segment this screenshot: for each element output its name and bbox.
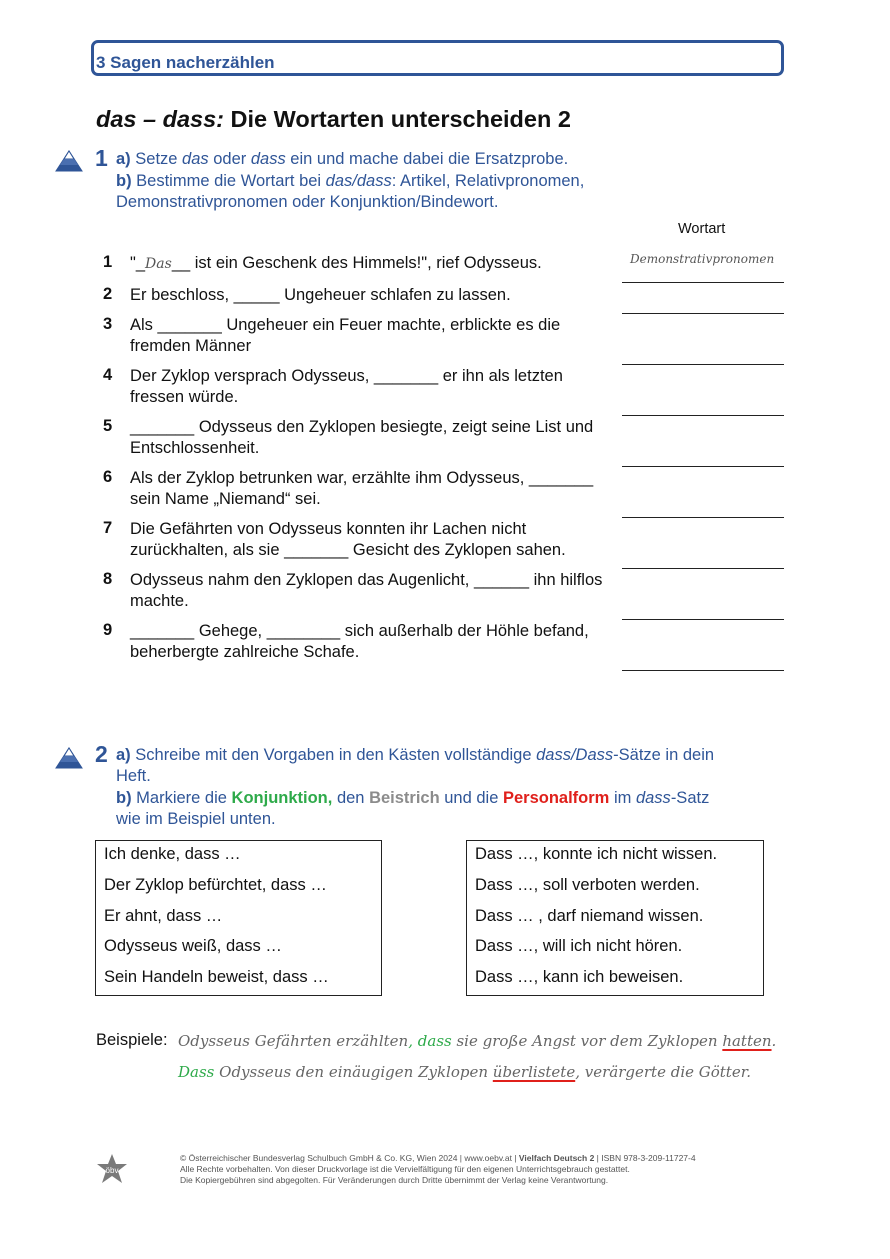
footer-text: © Österreichischer Bundesverlag Schulbuch GmbH & Co. KG, Wien 2024 | www.oebv.at |	[180, 1153, 519, 1163]
answer-line[interactable]	[622, 568, 784, 569]
task1-a-label: a)	[116, 150, 131, 168]
item-text-part: __ ist ein Geschenk des Himmels!", rief Odysseus.	[171, 254, 542, 272]
instruction-italic: das	[182, 150, 209, 168]
item-number: 5	[103, 417, 113, 435]
item-text: Die Gefährten von Odysseus konnten ihr Lachen nicht zurückhalten, als sie _______ Gesicht des Zyklopen sahen.	[130, 520, 566, 559]
konjunktion-label: Konjunktion,	[231, 789, 333, 807]
item-text: _______ Odysseus den Zyklopen besiegte, zeigt seine List und Entschlossenheit.	[130, 418, 594, 457]
logo-text: öbv	[105, 1166, 119, 1175]
item-number: 6	[103, 468, 113, 486]
handwritten-answer: Das	[145, 256, 172, 272]
example-text: verärgerte die Götter.	[580, 1063, 752, 1081]
task-number: 2	[95, 741, 108, 767]
difficulty-pyramid-icon	[55, 150, 83, 172]
instruction-text: Schreibe mit den Vorgaben in den Kästen vollständige	[130, 746, 537, 764]
instruction-text: im	[609, 789, 636, 807]
task1-b-label: b)	[116, 172, 132, 190]
instruction-text: oder	[208, 150, 251, 168]
page-title	[96, 106, 571, 133]
answer-line[interactable]	[622, 670, 784, 671]
item-text: Odysseus nahm den Zyklopen das Augenlicht, ______ ihn hilflos machte.	[130, 571, 603, 610]
instruction-italic: das/dass	[325, 172, 392, 190]
task1-instruction-b	[116, 172, 584, 191]
item-text: Als _______ Ungeheuer ein Feuer machte, erblickte es die fremden Männer	[130, 316, 561, 355]
example-conjunction: dass	[413, 1032, 452, 1050]
item-number: 7	[103, 519, 113, 537]
right-phrase-box	[466, 840, 764, 996]
item-text: Der Zyklop versprach Odysseus, _______ er ihn als letzten fressen würde.	[130, 367, 563, 406]
example-text: sie große Angst vor dem Zyklopen	[451, 1032, 723, 1050]
item-number: 1	[103, 253, 113, 271]
example-text: Odysseus Gefährten erzählten	[178, 1032, 409, 1050]
instruction-text: den	[332, 789, 370, 807]
instruction-text: -Satz	[670, 789, 710, 807]
item-number: 2	[103, 285, 113, 303]
examples-label: Beispiele:	[96, 1031, 168, 1049]
phrase-item: Sein Handeln beweist, dass …	[104, 968, 329, 986]
example-comma: ,	[575, 1063, 580, 1081]
item-number: 9	[103, 621, 113, 639]
phrase-item: Dass …, will ich nicht hören.	[475, 937, 683, 955]
task-number: 1	[95, 145, 108, 171]
beistrich-label: Beistrich	[369, 789, 440, 807]
chapter-title: 3 Sagen nacherzählen	[96, 53, 275, 72]
answer-line[interactable]	[622, 282, 784, 283]
item-text-part: "_	[130, 254, 146, 272]
task2-instruction-a-line2: Heft.	[116, 767, 151, 785]
task2-instruction-b-line2: wie im Beispiel unten.	[116, 810, 276, 828]
example-sentence-1	[178, 1032, 776, 1050]
answer-line[interactable]	[622, 364, 784, 365]
instruction-text: -Sätze in dein	[613, 746, 715, 764]
instruction-text: ein und mache dabei die Ersatzprobe.	[285, 150, 569, 168]
phrase-item: Ich denke, dass …	[104, 845, 241, 863]
answer-line[interactable]	[622, 415, 784, 416]
footer-line-3: Die Kopiergebühren sind abgegolten. Für Veränderungen durch Dritte übernimmt der Verlag keine Verantwortung.	[180, 1175, 609, 1185]
instruction-text: und die	[439, 789, 503, 807]
example-text: Odysseus den einäugigen Zyklopen	[214, 1063, 493, 1081]
item-text: Als der Zyklop betrunken war, erzählte ihm Odysseus, _______ sein Name „Niemand“ sei.	[130, 469, 594, 508]
phrase-item: Der Zyklop befürchtet, dass …	[104, 876, 327, 894]
example-personalform: überlistete	[492, 1063, 576, 1081]
page-title-rest: Die Wortarten unterscheiden 2	[224, 106, 571, 132]
task1-instruction-b-line2: Demonstrativpronomen oder Konjunktion/Bindewort.	[116, 193, 499, 211]
instruction-text: Markiere die	[131, 789, 232, 807]
item-number: 3	[103, 315, 113, 333]
left-phrase-box	[95, 840, 382, 996]
answer-line[interactable]	[622, 517, 784, 518]
answer-line[interactable]	[622, 619, 784, 620]
task2-a-label: a)	[116, 746, 131, 764]
item-text: Er beschloss, _____ Ungeheuer schlafen zu lassen.	[130, 286, 511, 304]
phrase-item: Odysseus weiß, dass …	[104, 937, 282, 955]
item-text: _______ Gehege, ________ sich außerhalb der Höhle befand, beherbergte zahlreiche Schafe.	[130, 622, 589, 661]
answer-line[interactable]	[622, 466, 784, 467]
example-answer: Demonstrativpronomen	[630, 252, 775, 266]
example-text: .	[771, 1032, 777, 1050]
instruction-italic: dass/Dass	[536, 746, 614, 764]
item-number: 4	[103, 366, 113, 384]
example-comma: ,	[408, 1032, 413, 1050]
phrase-item: Er ahnt, dass …	[104, 907, 223, 925]
task2-instruction-a	[116, 746, 714, 765]
instruction-italic: dass	[635, 789, 671, 807]
phrase-item: Dass …, soll verboten werden.	[475, 876, 700, 894]
task2-instruction-b	[116, 789, 709, 808]
footer-line-2: Alle Rechte vorbehalten. Von dieser Druckvorlage ist die Vervielfältigung für den eigenen Unterrichtsgebrauch gestattet.	[180, 1164, 630, 1174]
footer-copyright	[180, 1153, 780, 1186]
page-title-italic: das – dass:	[96, 106, 225, 132]
instruction-text: Bestimme die Wortart bei	[131, 172, 326, 190]
instruction-italic: dass	[250, 150, 286, 168]
example-conjunction: Dass	[178, 1063, 215, 1081]
footer-book-title: Vielfach Deutsch 2	[518, 1153, 595, 1163]
task1-instruction-a	[116, 150, 568, 169]
item-number: 8	[103, 570, 113, 588]
instruction-text: : Artikel, Relativpronomen,	[391, 172, 585, 190]
wortart-column-header: Wortart	[678, 221, 726, 237]
phrase-item: Dass … , darf niemand wissen.	[475, 907, 704, 925]
personalform-label: Personalform	[502, 789, 610, 807]
task2-b-label: b)	[116, 789, 132, 807]
publisher-logo-icon	[95, 1152, 129, 1186]
difficulty-pyramid-icon	[55, 747, 83, 769]
footer-text: | ISBN 978-3-209-11727-4	[594, 1153, 696, 1163]
example-sentence-2	[178, 1063, 751, 1081]
phrase-item: Dass …, konnte ich nicht wissen.	[475, 845, 718, 863]
footer-line-1	[180, 1153, 780, 1164]
example-personalform: hatten	[722, 1032, 772, 1050]
item-text	[130, 253, 620, 275]
instruction-text: Setze	[130, 150, 183, 168]
answer-line[interactable]	[622, 313, 784, 314]
phrase-item: Dass …, kann ich beweisen.	[475, 968, 684, 986]
